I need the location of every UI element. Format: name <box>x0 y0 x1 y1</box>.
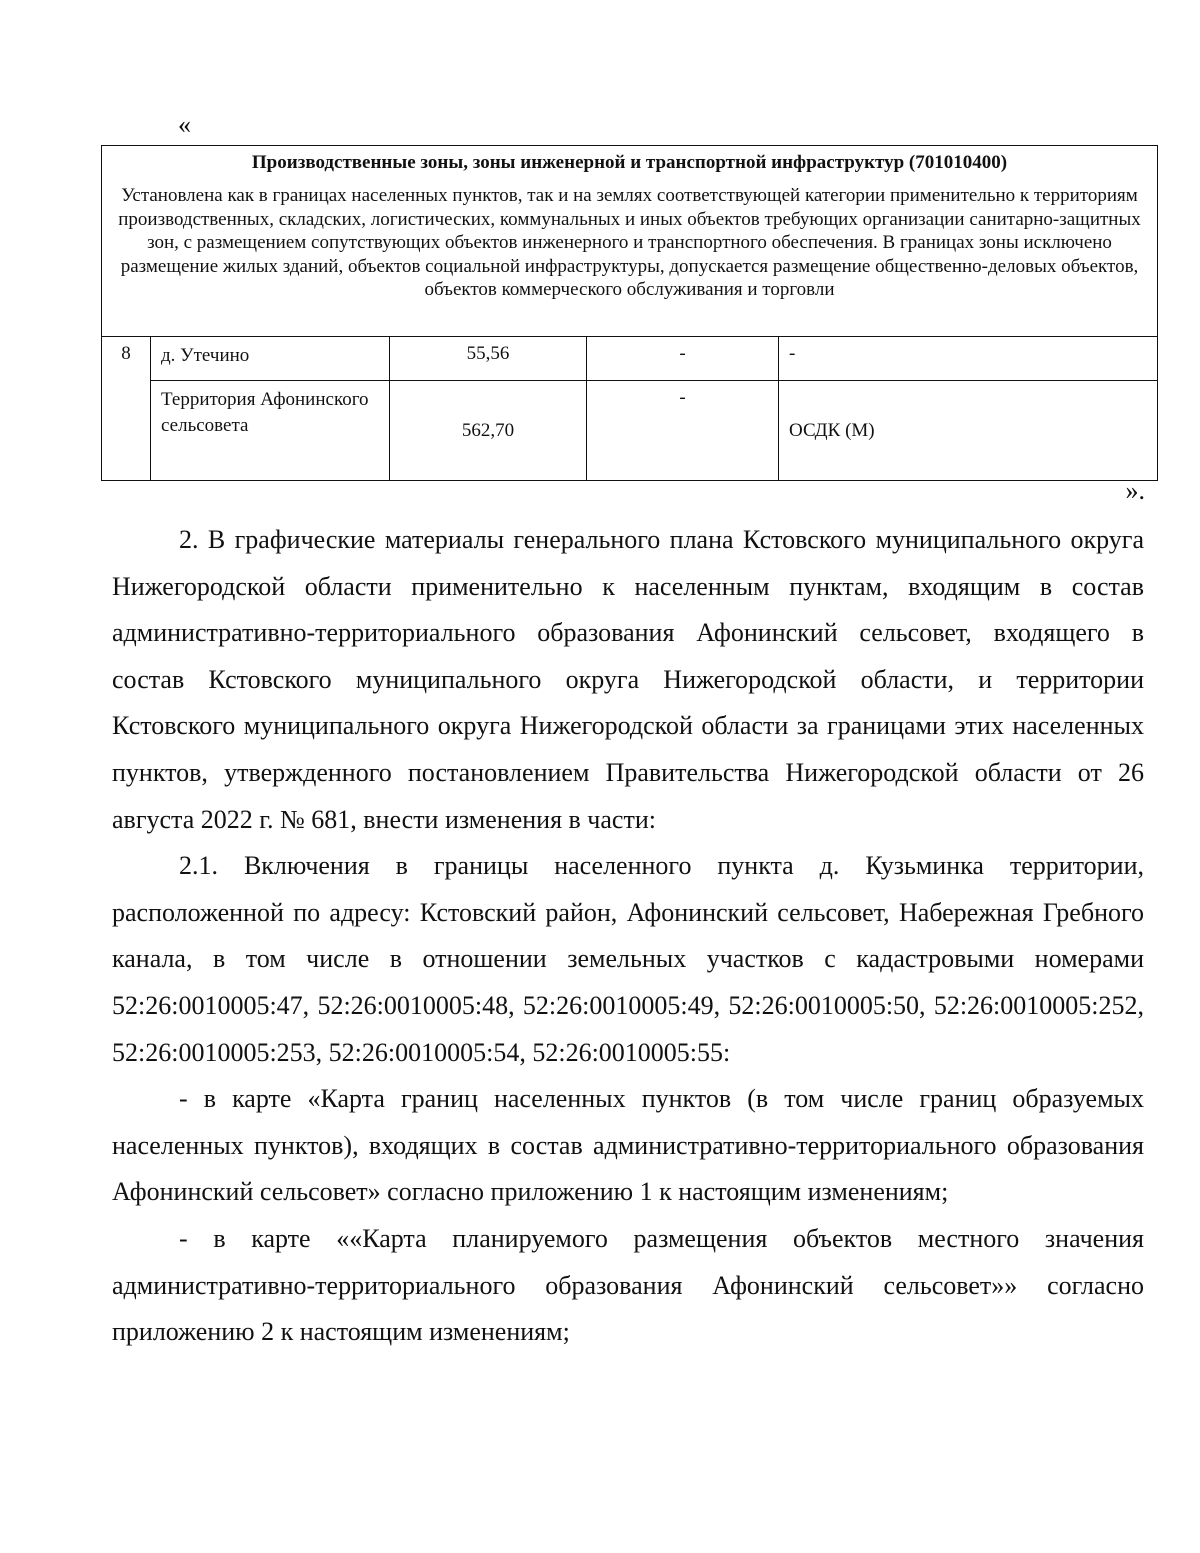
zone-code-cell: ОСДК (М) <box>779 381 1158 481</box>
paragraph-2-1: 2.1. Включения в границы населенного пункта д. Кузьминка территории, расположенной по адресу: Кстовский район, Афонинский сельсовет, Набережная Гребного канала, в том числе в отношении земельных участков с кадастровыми номерами 52:26:0010005:47, 52:26:0010005:48, 52:26:0010005:49, 52:26:0010005:50, 52:26:0010005:252, 52:26:0010005:253, 52:26:0010005:54, 52:26:0010005:55: <box>112 851 1144 1067</box>
paragraph-map-2: - в карте ««Карта планируемого размещения объектов местного значения административно-территориального образования Афонинский сельсовет»» согласно приложению 2 к настоящим изменениям; <box>112 1223 1144 1347</box>
zone-description: Установлена как в границах населенных пунктов, так и на землях соответствующей категории применительно к территориям производственных, складских, логистических, коммунальных и иных объектов требующих организации санитарно-защитных зон, с размещением сопутствующих объектов инженерного и транспортного обеспечения. В границах зоны исключено размещение жилых зданий, объектов социальной инфраструктуры, допускается размещение общественно-деловых объектов, объектов коммерческого обслуживания и торговли <box>118 185 1141 300</box>
zone-title: Производственные зоны, зоны инженерной и транспортной инфраструктур (701010400) <box>251 152 1008 173</box>
settlement-name-cell: Территория Афонинского сельсовета <box>151 381 390 481</box>
col4-cell: - <box>587 381 779 481</box>
table-row <box>102 381 1158 481</box>
zone-header-cell <box>102 146 1158 337</box>
area-cell: 55,56 <box>390 337 587 381</box>
zone-header-row <box>102 146 1158 337</box>
table-row <box>102 337 1158 381</box>
settlement-name-cell: д. Утечино <box>151 337 390 381</box>
area-cell: 562,70 <box>390 381 587 481</box>
row-number-cell: 8 <box>102 337 151 481</box>
opening-quote-mark: « <box>178 110 191 139</box>
paragraph-2: 2. В графические материалы генерального плана Кстовского муниципального округа Нижегородской области применительно к населенным пунктам, входящим в состав административно-территориального образования Афонинский сельсовет, входящего в состав Кстовского муниципального округа Нижегородской области, и территории Кстовского муниципального округа Нижегородской области за границами этих населенных пунктов, утвержденного постановлением Правительства Нижегородской области от 26 августа 2022 г. № 681, внести изменения в части: <box>112 525 1144 834</box>
col5-cell: - <box>779 337 1158 381</box>
paragraph-map-1: - в карте «Карта границ населенных пунктов (в том числе границ образуемых населенных пунктов), входящих в состав административно-территориального образования Афонинский сельсовет» согласно приложению 1 к настоящим изменениям; <box>112 1084 1144 1207</box>
zones-table <box>101 145 1158 481</box>
document-body <box>112 517 1144 1356</box>
closing-quote-mark: ». <box>1125 476 1145 505</box>
col4-cell: - <box>587 337 779 381</box>
